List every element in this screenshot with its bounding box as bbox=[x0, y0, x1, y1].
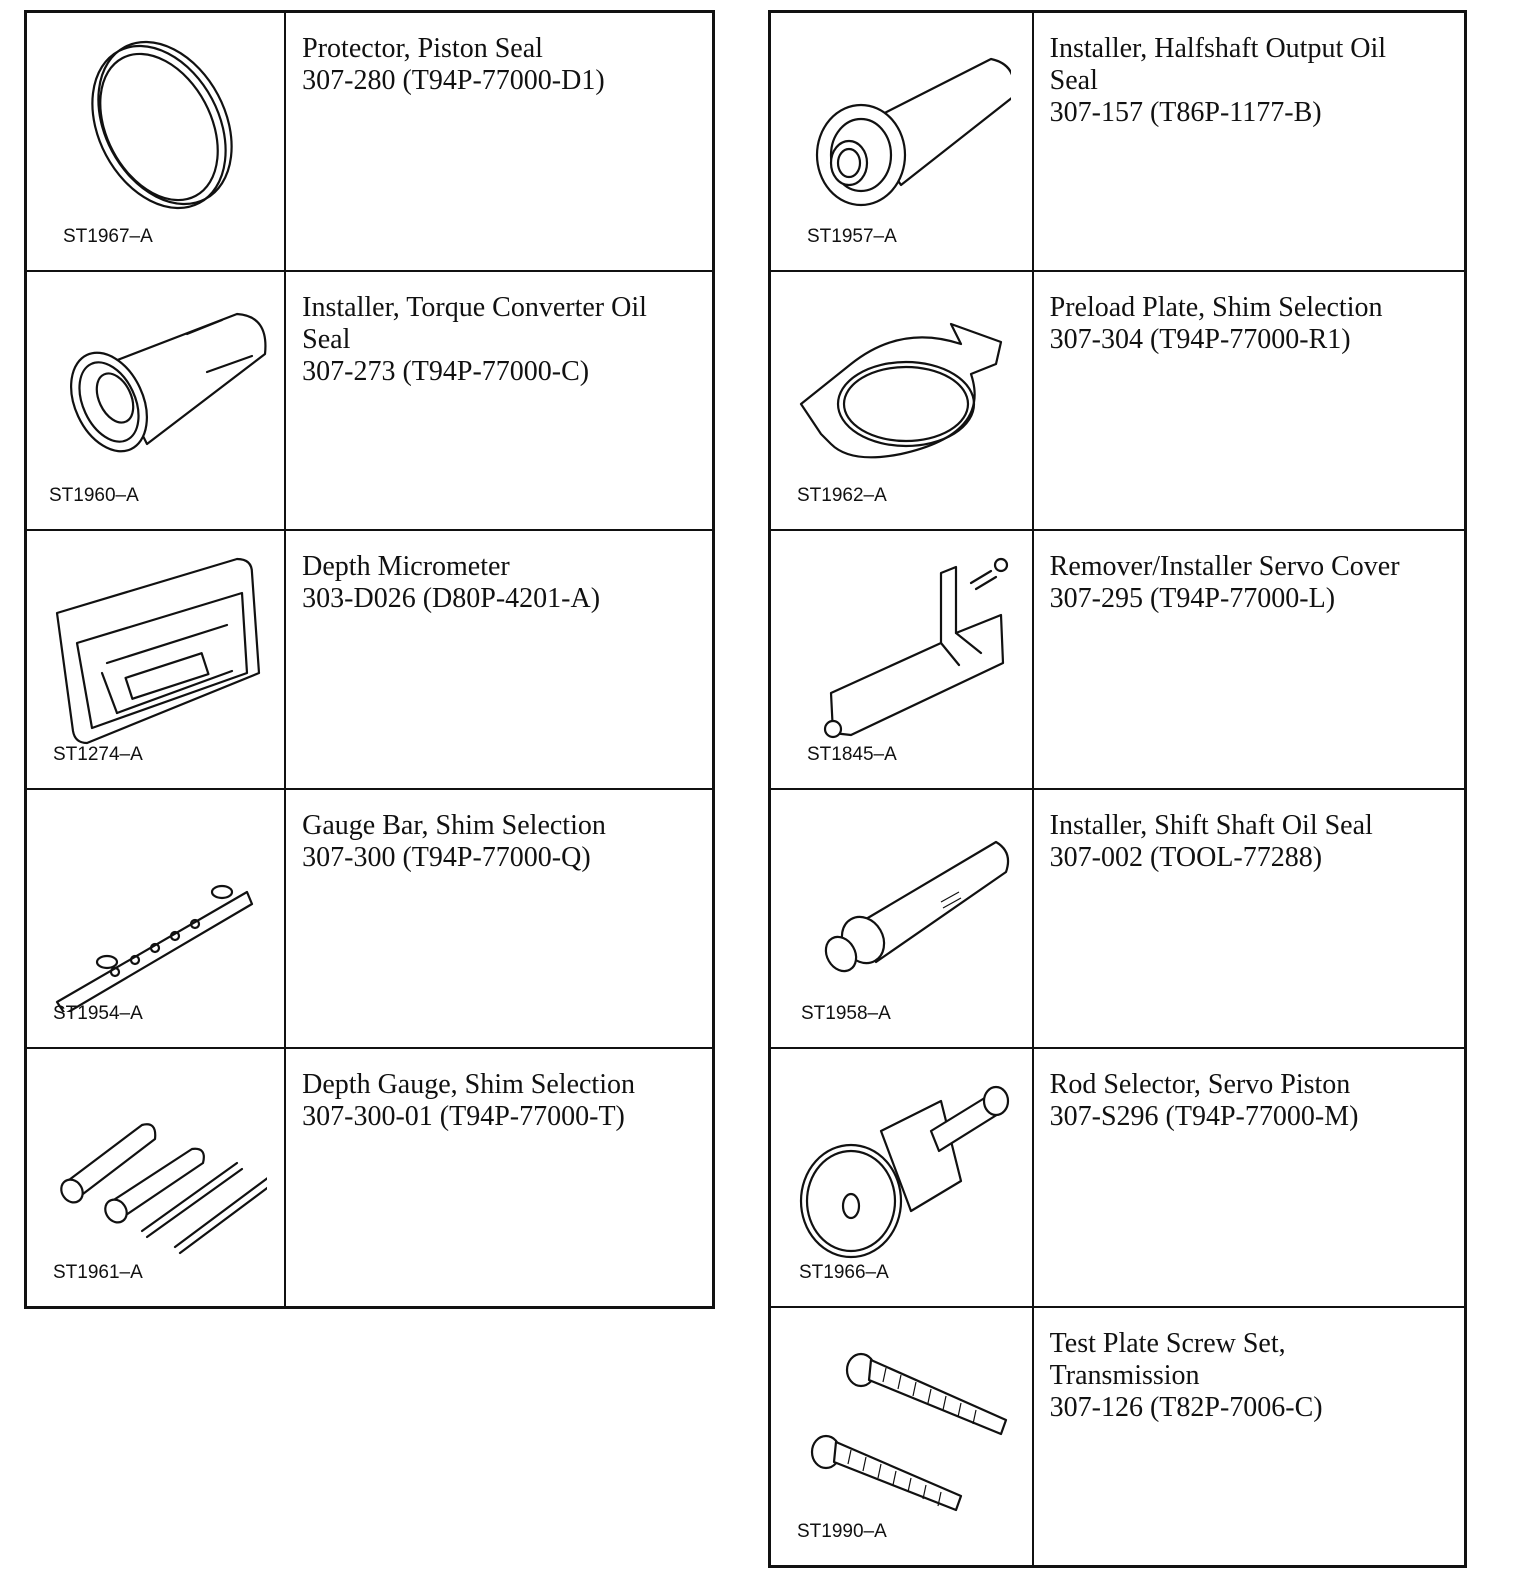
tool-number: 307-295 (T94P-77000-L) bbox=[1049, 583, 1336, 614]
tool-description-cell bbox=[285, 789, 713, 1048]
tool-illustration-cell bbox=[770, 1048, 1033, 1307]
tool-illustration-cell bbox=[770, 1307, 1033, 1567]
torque-converter-seal-installer-icon bbox=[47, 294, 267, 494]
tool-number: 307-300-01 (T94P-77000-T) bbox=[302, 1101, 625, 1132]
tool-illustration-cell bbox=[26, 1048, 286, 1308]
tool-number: 303-D026 (D80P-4201-A) bbox=[302, 583, 601, 614]
tool-description-cell bbox=[285, 530, 713, 789]
illustration-code: ST1954–A bbox=[53, 1003, 143, 1024]
shift-shaft-seal-installer-icon bbox=[791, 812, 1011, 1012]
tool-description bbox=[1034, 790, 1464, 874]
tool-description bbox=[286, 790, 712, 874]
tool-description-cell bbox=[285, 271, 713, 530]
tool-illustration-cell bbox=[770, 530, 1033, 789]
illustration-code: ST1990–A bbox=[797, 1521, 887, 1542]
table-row bbox=[770, 1307, 1466, 1567]
tool-description bbox=[286, 531, 712, 615]
table-row bbox=[770, 530, 1466, 789]
tool-name: Depth Gauge, Shim Selection bbox=[302, 1069, 635, 1100]
tool-description bbox=[1034, 1308, 1464, 1424]
illustration-code: ST1958–A bbox=[801, 1003, 891, 1024]
illustration-code: ST1274–A bbox=[53, 744, 143, 765]
tool-description-cell bbox=[285, 12, 713, 272]
servo-rod-selector-icon bbox=[791, 1071, 1011, 1271]
tool-number: 307-304 (T94P-77000-R1) bbox=[1049, 324, 1351, 355]
illustration-code: ST1966–A bbox=[799, 1262, 889, 1283]
gauge-bar-icon bbox=[47, 812, 267, 1012]
left-tool-table bbox=[24, 10, 715, 1309]
tool-illustration-cell bbox=[770, 271, 1033, 530]
tool-name: Rod Selector, Servo Piston bbox=[1049, 1069, 1351, 1100]
tool-number: 307-273 (T94P-77000-C) bbox=[302, 356, 590, 387]
depth-micrometer-icon bbox=[47, 553, 267, 753]
tool-description bbox=[1034, 531, 1464, 615]
tool-name: Test Plate Screw Set, bbox=[1049, 1328, 1286, 1359]
illustration-code: ST1967–A bbox=[63, 226, 153, 247]
illustration-code: ST1962–A bbox=[797, 485, 887, 506]
tool-number: 307-126 (T82P-7006-C) bbox=[1049, 1392, 1323, 1423]
tool-description bbox=[286, 13, 712, 97]
tool-description-cell bbox=[1033, 1048, 1466, 1307]
depth-gauge-icon bbox=[47, 1071, 267, 1271]
table-row bbox=[26, 1048, 714, 1308]
table-row bbox=[770, 12, 1466, 272]
illustration-code: ST1960–A bbox=[49, 485, 139, 506]
table-row bbox=[770, 1048, 1466, 1307]
tool-description bbox=[286, 1049, 712, 1133]
illustration-code: ST1961–A bbox=[53, 1262, 143, 1283]
servo-cover-tool-icon bbox=[791, 553, 1011, 753]
tool-number: 307-157 (T86P-1177-B) bbox=[1049, 97, 1322, 128]
tool-description-cell bbox=[1033, 12, 1466, 272]
tool-name: Installer, Shift Shaft Oil Seal bbox=[1049, 810, 1373, 841]
tool-description bbox=[1034, 272, 1464, 356]
tool-name-cont: Transmission bbox=[1049, 1360, 1200, 1391]
tool-description bbox=[286, 272, 712, 388]
table-row bbox=[26, 271, 714, 530]
table-row bbox=[26, 789, 714, 1048]
table-row bbox=[770, 789, 1466, 1048]
tool-name: Depth Micrometer bbox=[302, 551, 510, 582]
tool-illustration-cell bbox=[26, 271, 286, 530]
screw-set-icon bbox=[791, 1330, 1011, 1530]
preload-plate-icon bbox=[791, 294, 1011, 494]
tool-description-cell bbox=[1033, 1307, 1466, 1567]
illustration-code: ST1845–A bbox=[807, 744, 897, 765]
table-row bbox=[26, 12, 714, 272]
tool-name: Installer, Halfshaft Output Oil bbox=[1049, 33, 1386, 64]
tool-description bbox=[1034, 1049, 1464, 1133]
tool-illustration-cell bbox=[770, 789, 1033, 1048]
tool-name-cont: Seal bbox=[1049, 65, 1098, 96]
table-row bbox=[770, 271, 1466, 530]
tool-name: Protector, Piston Seal bbox=[302, 33, 543, 64]
tool-description-cell bbox=[1033, 789, 1466, 1048]
halfshaft-seal-installer-icon bbox=[791, 35, 1011, 235]
tool-name: Remover/Installer Servo Cover bbox=[1049, 551, 1400, 582]
piston-seal-protector-icon bbox=[47, 35, 267, 235]
tool-description bbox=[1034, 13, 1464, 129]
tool-illustration-cell bbox=[26, 789, 286, 1048]
right-tool-table bbox=[768, 10, 1467, 1568]
table-row bbox=[26, 530, 714, 789]
tool-description-cell bbox=[1033, 530, 1466, 789]
tool-name-cont: Seal bbox=[302, 324, 351, 355]
tool-name: Preload Plate, Shim Selection bbox=[1049, 292, 1383, 323]
tool-description-cell bbox=[285, 1048, 713, 1308]
tool-number: 307-002 (TOOL-77288) bbox=[1049, 842, 1323, 873]
tool-number: 307-S296 (T94P-77000-M) bbox=[1049, 1101, 1359, 1132]
tool-illustration-cell bbox=[26, 12, 286, 272]
tool-description-cell bbox=[1033, 271, 1466, 530]
tool-name: Gauge Bar, Shim Selection bbox=[302, 810, 606, 841]
tool-number: 307-300 (T94P-77000-Q) bbox=[302, 842, 591, 873]
tool-number: 307-280 (T94P-77000-D1) bbox=[302, 65, 605, 96]
tool-illustration-cell bbox=[770, 12, 1033, 272]
tool-name: Installer, Torque Converter Oil bbox=[302, 292, 647, 323]
illustration-code: ST1957–A bbox=[807, 226, 897, 247]
tool-illustration-cell bbox=[26, 530, 286, 789]
